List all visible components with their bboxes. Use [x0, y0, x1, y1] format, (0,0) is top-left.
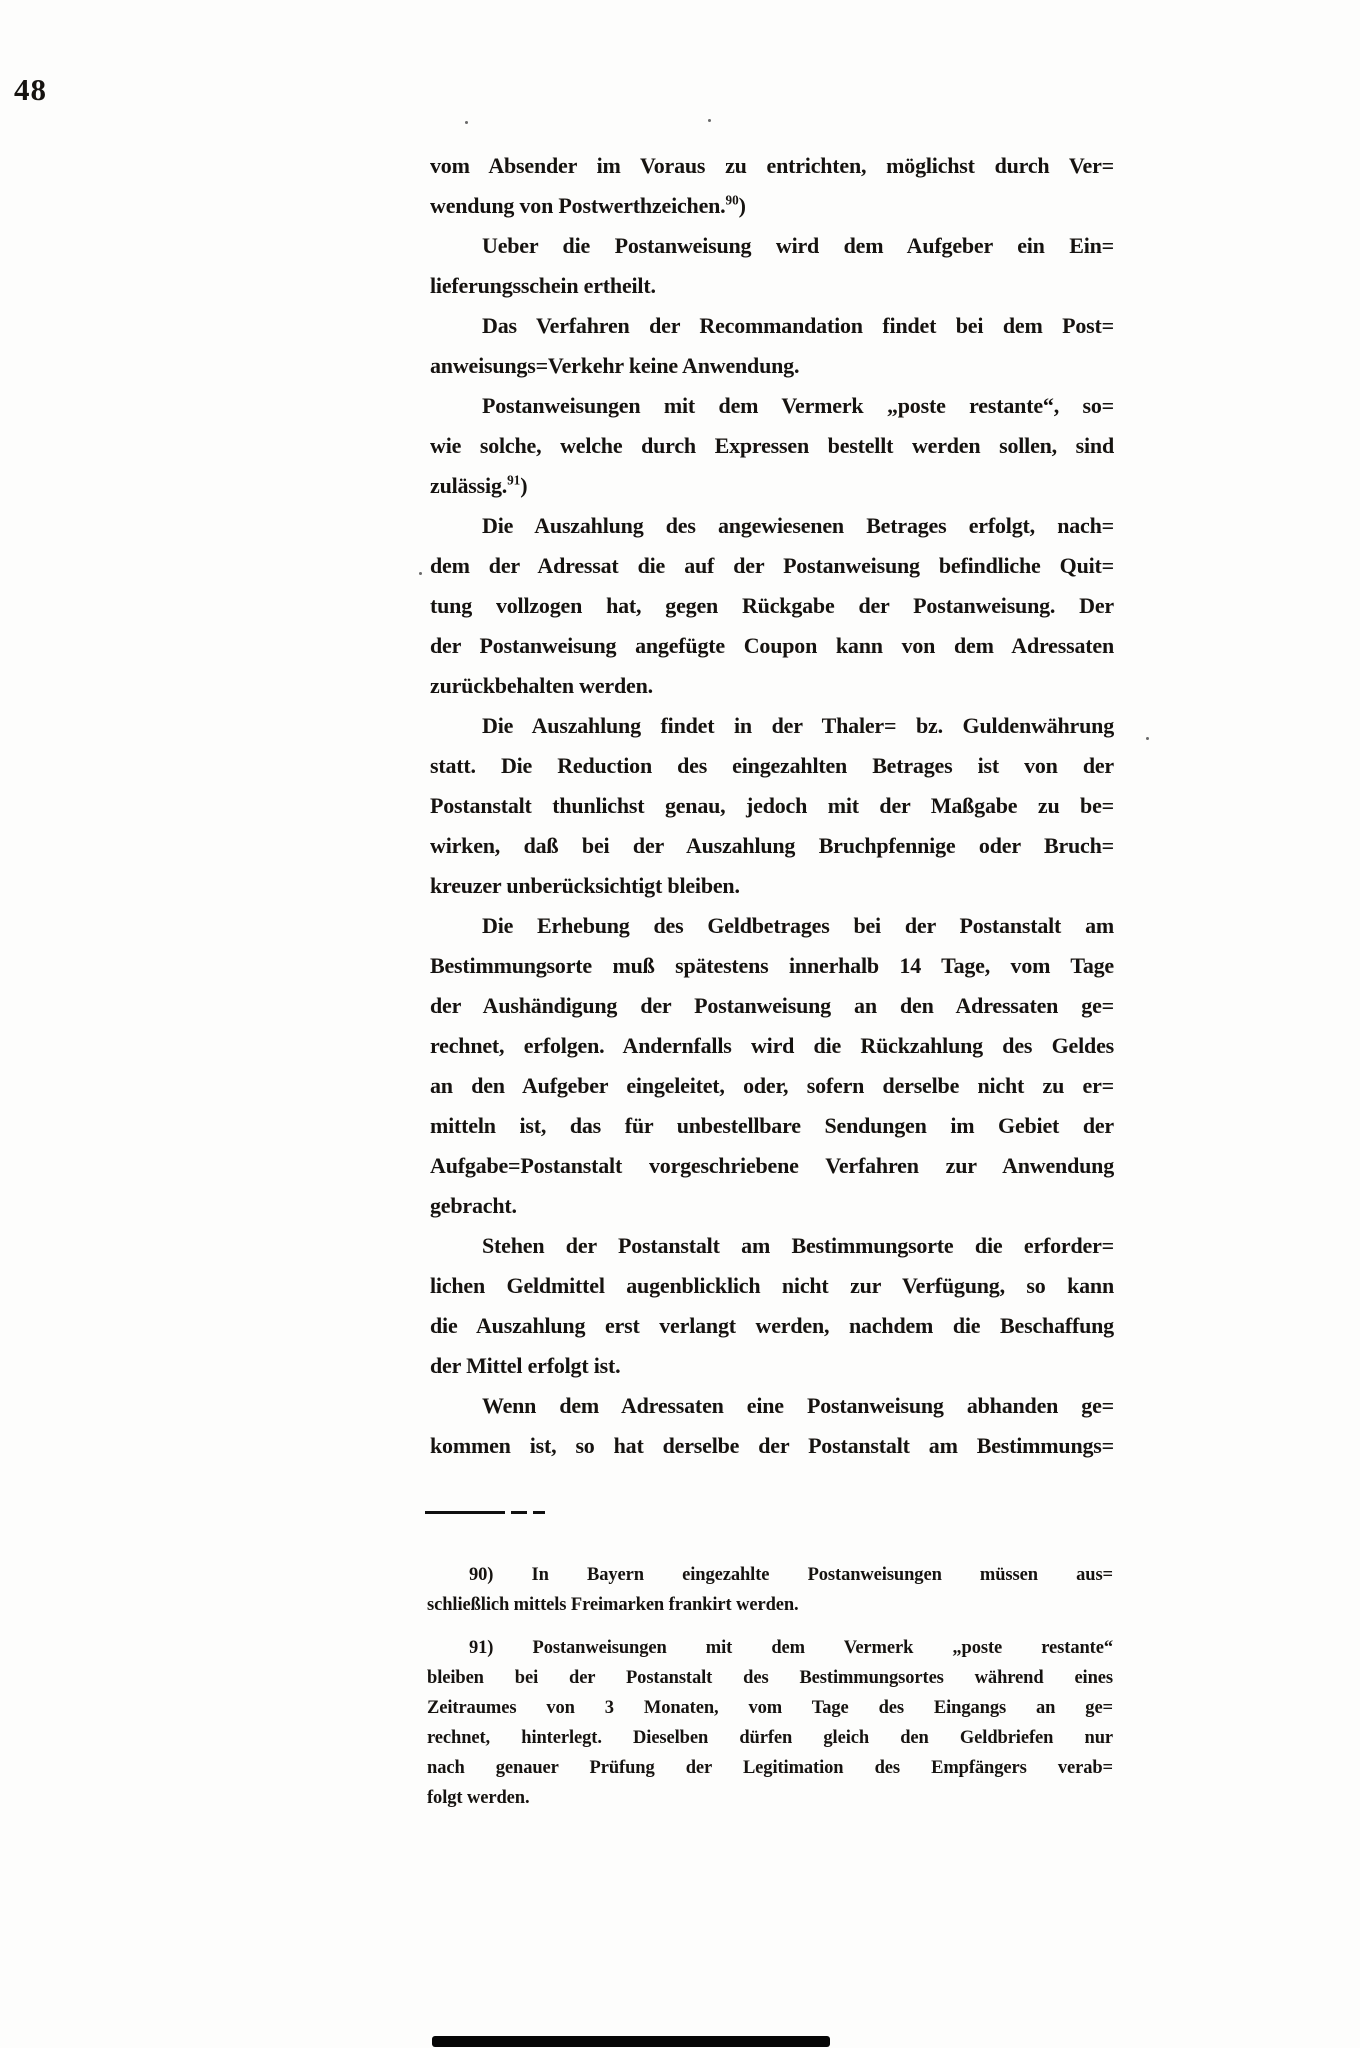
text-line: Postanstalt thunlichst genau, jedoch mit der Maßgabe zu be= [430, 793, 1114, 818]
text-line: rechnet, hinterlegt. Dieselben dürfen gleich den Geldbriefen nur [427, 1728, 1113, 1748]
scan-speck [708, 119, 711, 122]
text-line: wirken, daß bei der Auszahlung Bruchpfennige oder Bruch= [430, 833, 1114, 858]
text-line: lieferungsschein ertheilt. [430, 273, 656, 298]
paragraph [430, 146, 1114, 226]
text-line: Zeitraumes von 3 Monaten, vom Tage des Eingangs an ge= [427, 1698, 1113, 1718]
paragraph [430, 706, 1114, 906]
text-line: Das Verfahren der Recommandation findet bei dem Post= [482, 313, 1114, 338]
paragraph [430, 1226, 1114, 1386]
text-line: Bestimmungsorte muß spätestens innerhalb 14 Tage, vom Tage [430, 953, 1114, 978]
text-line: die Auszahlung erst verlangt werden, nachdem die Beschaffung [430, 1313, 1114, 1338]
paragraph [430, 1386, 1114, 1466]
text-line: gebracht. [430, 1193, 517, 1218]
paragraph [430, 306, 1114, 386]
text-line: Die Erhebung des Geldbetrages bei der Postanstalt am [482, 913, 1114, 938]
text-line: bleiben bei der Postanstalt des Bestimmungsortes während eines [427, 1668, 1113, 1688]
footnote-91 [427, 1633, 1113, 1813]
text-line: schließlich mittels Freimarken frankirt werden. [427, 1595, 799, 1615]
text-line: zulässig.$^{91}$) [430, 472, 528, 498]
text-line: statt. Die Reduction des eingezahlten Betrages ist von der [430, 753, 1114, 778]
text-line: der Postanweisung angefügte Coupon kann von dem Adressaten [430, 633, 1114, 658]
paragraph [430, 906, 1114, 1226]
scan-speck [419, 572, 422, 575]
text-line: tung vollzogen hat, gegen Rückgabe der Postanweisung. Der [430, 593, 1114, 618]
text-line: dem der Adressat die auf der Postanweisung befindliche Quit= [430, 553, 1114, 578]
separator-segment [425, 1511, 505, 1514]
text-line: der Aushändigung der Postanweisung an den Adressaten ge= [430, 993, 1114, 1018]
text-line: Ueber die Postanweisung wird dem Aufgeber ein Ein= [482, 233, 1114, 258]
text-line: Stehen der Postanstalt am Bestimmungsorte die erforder= [482, 1233, 1114, 1258]
paragraph [430, 506, 1114, 706]
text-line: der Mittel erfolgt ist. [430, 1353, 621, 1378]
paragraph [430, 226, 1114, 306]
text-line: anweisungs=Verkehr keine Anwendung. [430, 353, 800, 378]
footnote-separator [425, 1511, 545, 1514]
text-line: Die Auszahlung findet in der Thaler= bz. Guldenwährung [482, 713, 1114, 738]
text-line: Die Auszahlung des angewiesenen Betrages erfolgt, nach= [482, 513, 1114, 538]
text-line: lichen Geldmittel augenblicklich nicht zur Verfügung, so kann [430, 1273, 1114, 1298]
text-line: wendung von Postwerthzeichen.$^{90}$) [430, 192, 746, 218]
separator-segment [511, 1511, 527, 1514]
text-line: 90) In Bayern eingezahlte Postanweisungen müssen aus= [469, 1565, 1113, 1585]
text-line: folgt werden. [427, 1788, 530, 1808]
text-line: rechnet, erfolgen. Andernfalls wird die Rückzahlung des Geldes [430, 1033, 1114, 1058]
text-line: nach genauer Prüfung der Legitimation des Empfängers verab= [427, 1758, 1113, 1778]
paragraph [430, 386, 1114, 506]
scan-artifact-bar [432, 2036, 830, 2047]
text-line: 91) Postanweisungen mit dem Vermerk „poste restante“ [469, 1638, 1113, 1658]
text-line: Aufgabe=Postanstalt vorgeschriebene Verfahren zur Anwendung [430, 1153, 1114, 1178]
footnote-ref: 91 [507, 472, 521, 488]
separator-segment [533, 1511, 545, 1514]
text-line: kommen ist, so hat derselbe der Postanstalt am Bestimmungs= [430, 1433, 1114, 1458]
text-line: vom Absender im Voraus zu entrichten, möglichst durch Ver= [430, 153, 1114, 178]
page-number: 48 [14, 72, 47, 107]
scan-speck [465, 121, 468, 124]
text-line: kreuzer unberücksichtigt bleiben. [430, 873, 740, 898]
text-line: mitteln ist, das für unbestellbare Sendungen im Gebiet der [430, 1113, 1114, 1138]
text-line: an den Aufgeber eingeleitet, oder, sofern derselbe nicht zu er= [430, 1073, 1114, 1098]
scan-speck [1146, 737, 1149, 740]
body-text [430, 146, 1114, 1466]
text-line: zurückbehalten werden. [430, 673, 653, 698]
text-line: wie solche, welche durch Expressen bestellt werden sollen, sind [430, 433, 1114, 458]
footnote-90 [427, 1560, 1113, 1620]
text-line: Wenn dem Adressaten eine Postanweisung abhanden ge= [482, 1393, 1114, 1418]
footnotes-block [427, 1560, 1113, 1813]
text-line: Postanweisungen mit dem Vermerk „poste restante“, so= [482, 393, 1114, 418]
footnote-ref: 90 [725, 192, 739, 208]
